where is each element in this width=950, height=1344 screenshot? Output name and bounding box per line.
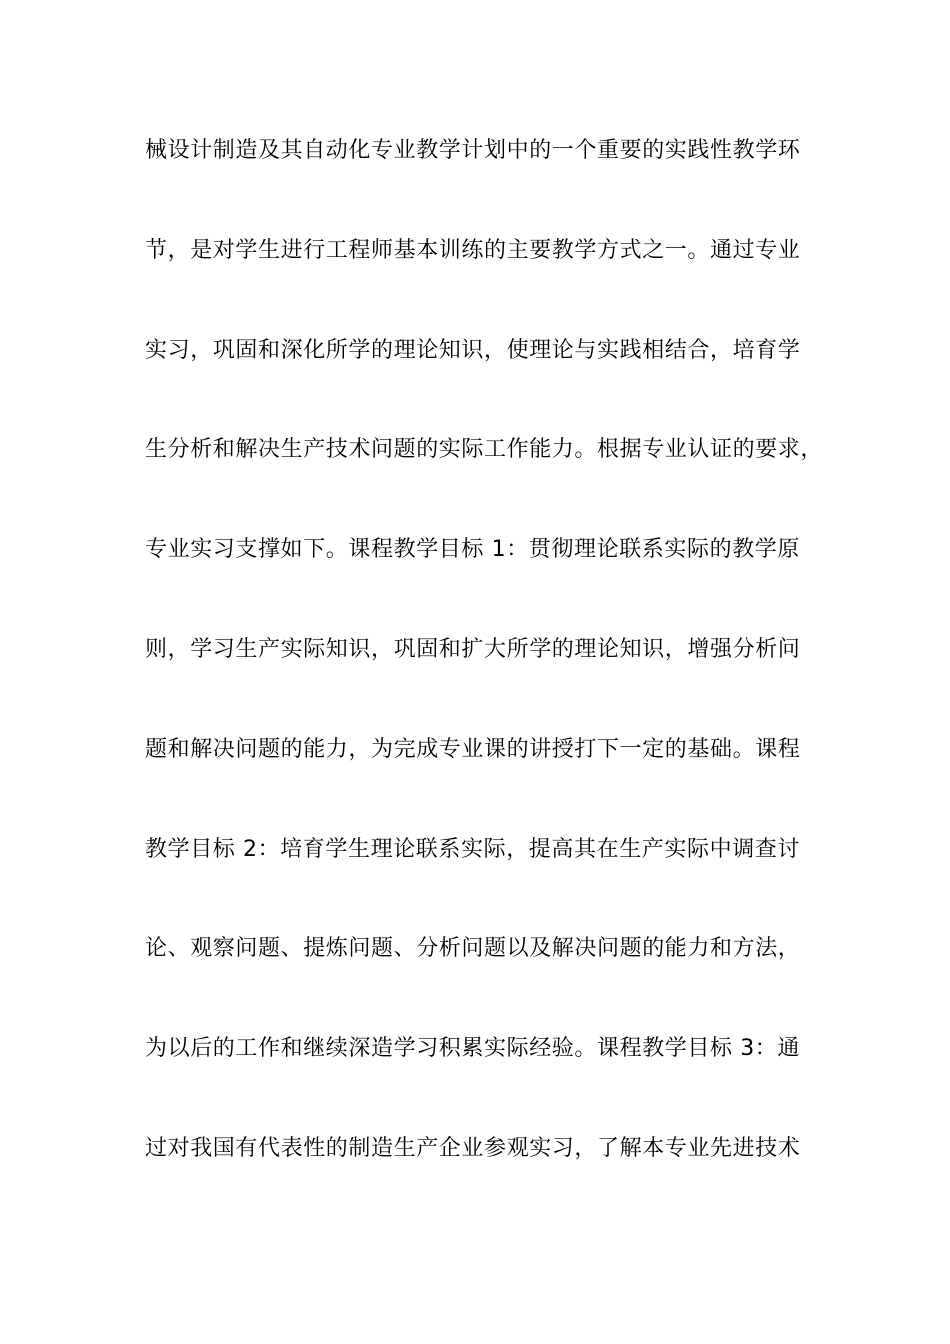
text-line-4: 生分析和解决生产技术问题的实际工作能力。根据专业认证的要求， [145, 437, 824, 463]
body-text [145, 128, 825, 1226]
text-line-11: 过对我国有代表性的制造生产企业参观实习，了解本专业先进技术 [145, 1135, 801, 1161]
text-line-3: 实习，巩固和深化所学的理论知识，使理论与实践相结合，培育学 [145, 337, 801, 363]
text-line-5: 专业实习支撑如下。课程教学目标 1：贯彻理论联系实际的教学原 [145, 537, 800, 563]
text-line-2: 节，是对学生进行工程师基本训练的主要教学方式之一。通过专业 [145, 237, 801, 263]
text-line-9: 论、观察问题、提炼问题、分析问题以及解决问题的能力和方法， [145, 936, 801, 962]
text-line-1: 械设计制造及其自动化专业教学计划中的一个重要的实践性教学环 [145, 138, 801, 163]
text-line-6: 则，学习生产实际知识，巩固和扩大所学的理论知识，增强分析问 [145, 636, 801, 662]
text-line-10: 为以后的工作和继续深造学习积累实际经验。课程教学目标 3：通 [145, 1036, 800, 1062]
text-line-8: 教学目标 2：培育学生理论联系实际，提高其在生产实际中调查讨 [145, 836, 800, 862]
text-line-7: 题和解决问题的能力，为完成专业课的讲授打下一定的基础。课程 [145, 736, 801, 762]
